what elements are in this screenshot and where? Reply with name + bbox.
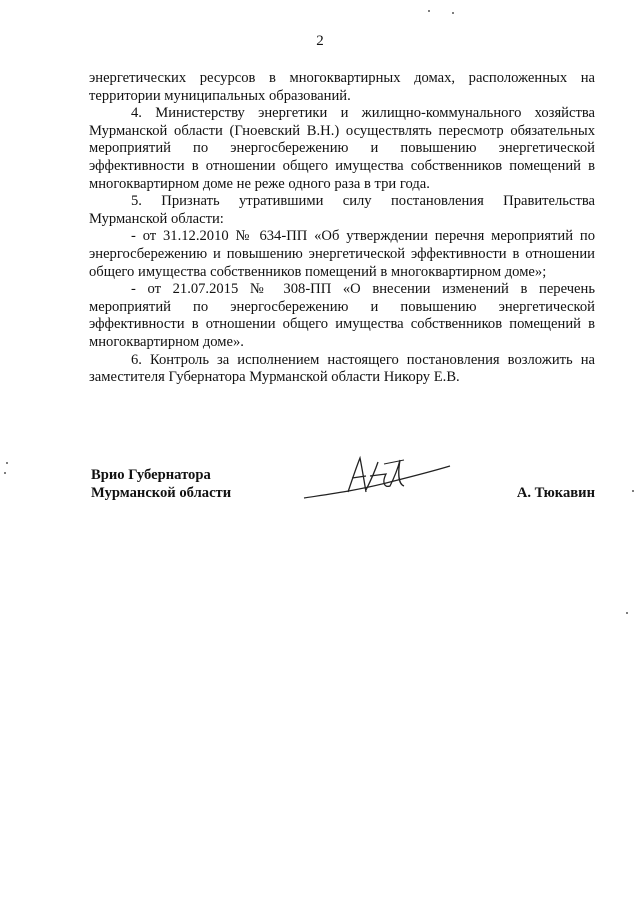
paragraph-item-4: 4. Министерству энергетики и жилищно-коммунального хозяйства Мурманской области (Гноевский В.Н.) осуществлять пересмотр обязательных мероприятий по энергосбережению и повышению энергетической эффективности в отношении общего имущества собственников помещений в многоквартирном доме не реже одного раза в три года. [89,105,595,192]
paragraph-continuation: энергетических ресурсов в многоквартирных домах, расположенных на территории муниципальных образований. [89,70,595,104]
paragraph-repealed-634: - от 31.12.2010 № 634-ПП «Об утверждении перечня мероприятий по энергосбережению и повышению энергетической эффективности в отношении общего имущества собственников помещений в многоквартирном доме»; [89,228,595,280]
signatory-position [91,467,231,502]
signatory-position-line1: Врио Губернатора [91,467,211,483]
handwritten-signature [300,452,460,512]
paragraph-item-5: 5. Признать утратившими силу постановления Правительства Мурманской области: [89,193,595,227]
paragraph-repealed-308: - от 21.07.2015 № 308-ПП «О внесении изменений в перечень мероприятий по энергосбережению и повышению энергетической эффективности в отношении общего имущества собственников помещений в многоквартирном доме». [89,281,595,350]
signatory-name: А. Тюкавин [516,485,595,501]
document-body [89,70,595,387]
signatory-position-line2: Мурманской области [91,484,232,501]
page-number: 2 [316,33,324,49]
paragraph-item-6: 6. Контроль за исполнением настоящего постановления возложить на заместителя Губернатора Мурманской области Никору Е.В. [89,351,595,386]
